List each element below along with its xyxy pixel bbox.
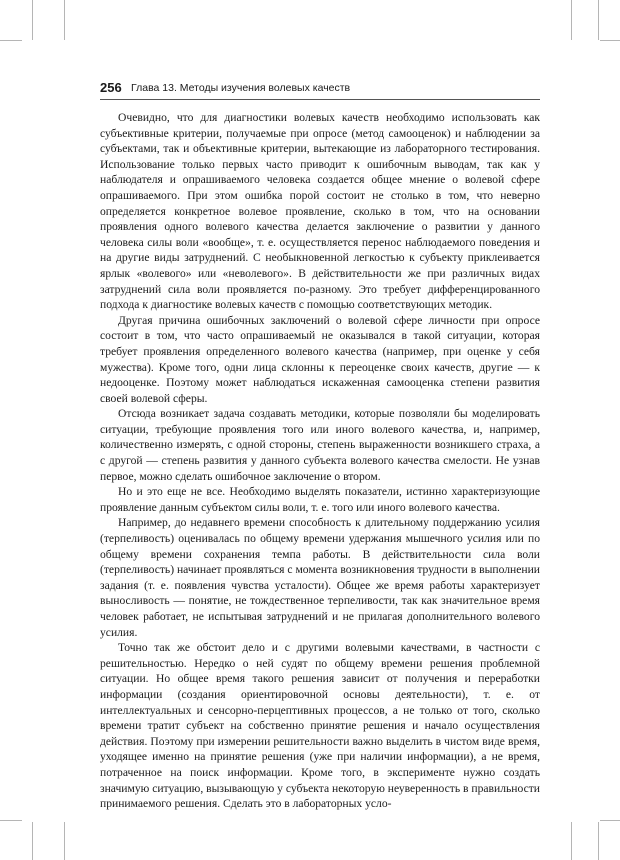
crop-mark-bottom-right-vertical [571,822,572,860]
paragraph-4: Но и это еще не все. Необходимо выделять показатели, истинно характеризующие проявление данным субъектом силы воли, т. е. того или иного волевого качества. [100,485,540,514]
paragraph-3: Отсюда возникает задача создавать методики, которые позволяли бы моделировать ситуации, требующие проявления того или иного волевого качества, и, например, количественно измерять, с одной стороны, степень выраженности возникшего страха, а с другой — степень развития у данного субъекта волевого качества смелости. Не узнав первое, можно сделать ошибочное заключение о втором. [100,407,540,483]
crop-mark-bottom-left-vertical [32,822,33,860]
crop-mark-top-right-vertical [571,0,572,40]
chapter-title: Глава 13. Методы изучения волевых качеств [131,82,351,94]
crop-mark-bottom-right-vertical-2 [598,822,599,860]
paragraph-1: Очевидно, что для диагностики волевых качеств необходимо использовать как субъективные критерии, получаемые при опросе (метод самооценок) и наблюдении за субъектами, так и объективные критерии, вытекающие из лабораторного тестирования. Использование только первых часто приводит к ошибочным выводам, так как у наблюдателя и опрашиваемого человека создается общее мнение о волевой сфере опрашиваемого. При этом ошибка порой состоит не столько в том, что неверно определяется конкретное волевое проявление, сколько в том, что на основании проявления одного волевого качества делается заключение о развитии у данного человека силы воли «вообще», т. е. осуществляется перенос наблюдаемого поведения и на другие виды затруднений. С необыкновенной легкостью к субъекту приклеивается ярлык «волевого» или «неволевого». В действительности же при различных видах затруднений сила воли проявляется по-разному. Это требует дифференцированного подхода к диагностике волевых качеств с помощью соответствующих методик. [100,111,540,312]
body-text [100,110,540,812]
crop-mark-bottom-right-horizontal [600,820,620,821]
header-rule [100,99,540,100]
crop-mark-bottom-left-horizontal [0,820,22,821]
paragraph-6: Точно так же обстоит дело и с другими волевыми качествами, в частности с решительностью. Нередко о ней судят по общему времени решения проблемной ситуации. Но общее время такого решения зависит от получения и переработки информации (создания ориентировочной основы деятельности), т. е. от интеллектуальных и сенсорно-перцептивных процессов, а не только от того, сколько времени тратит субъект на собственно принятие решения и начало осуществления действия. Поэтому при измерении решительности важно выделить в чистом виде время, уходящее именно на принятие решения (уже при наличии информации), а не время, потраченное на поиск информации. Кроме того, в эксперименте нужно создать значимую ситуацию, вызывающую у субъекта некоторую неуверенность в правильности принимаемого решения. Сделать это в лабораторных усло- [100,641,540,811]
crop-mark-top-right-horizontal [600,40,620,41]
crop-mark-top-right-vertical-2 [598,0,599,40]
paragraph-5: Например, до недавнего времени способность к длительному поддержанию усилия (терпеливость) оценивалась по общему времени удержания мышечного усилия или по общему времени сохранения темпа работы. В действительности сила воли (терпеливость) начинает проявляться с момента возникновения трудности в выполнении задания (т. е. появления чувства усталости). Общее же время работы характеризует выносливость — понятие, не тождественное терпеливости, так как значительное время человек работает, не испытывая затруднений и не прилагая дополнительного волевого усилия. [100,516,540,639]
crop-mark-top-left-vertical-2 [64,0,65,40]
crop-mark-top-left-horizontal [0,40,22,41]
paragraph-2: Другая причина ошибочных заключений о волевой сфере личности при опросе состоит в том, что часто опрашиваемый не оказывался в такой ситуации, которая требует проявления определенного волевого качества (например, при оценке у себя мужества). Кроме того, одни лица склонны к переоценке своих качеств, другие — к недооценке. Поэтому может наблюдаться искаженная самооценка степени развития своей волевой сферы. [100,313,540,405]
crop-mark-top-left-vertical [32,0,33,40]
crop-mark-bottom-left-vertical-2 [64,822,65,860]
page-number: 256 [100,80,122,95]
running-header [100,79,540,101]
